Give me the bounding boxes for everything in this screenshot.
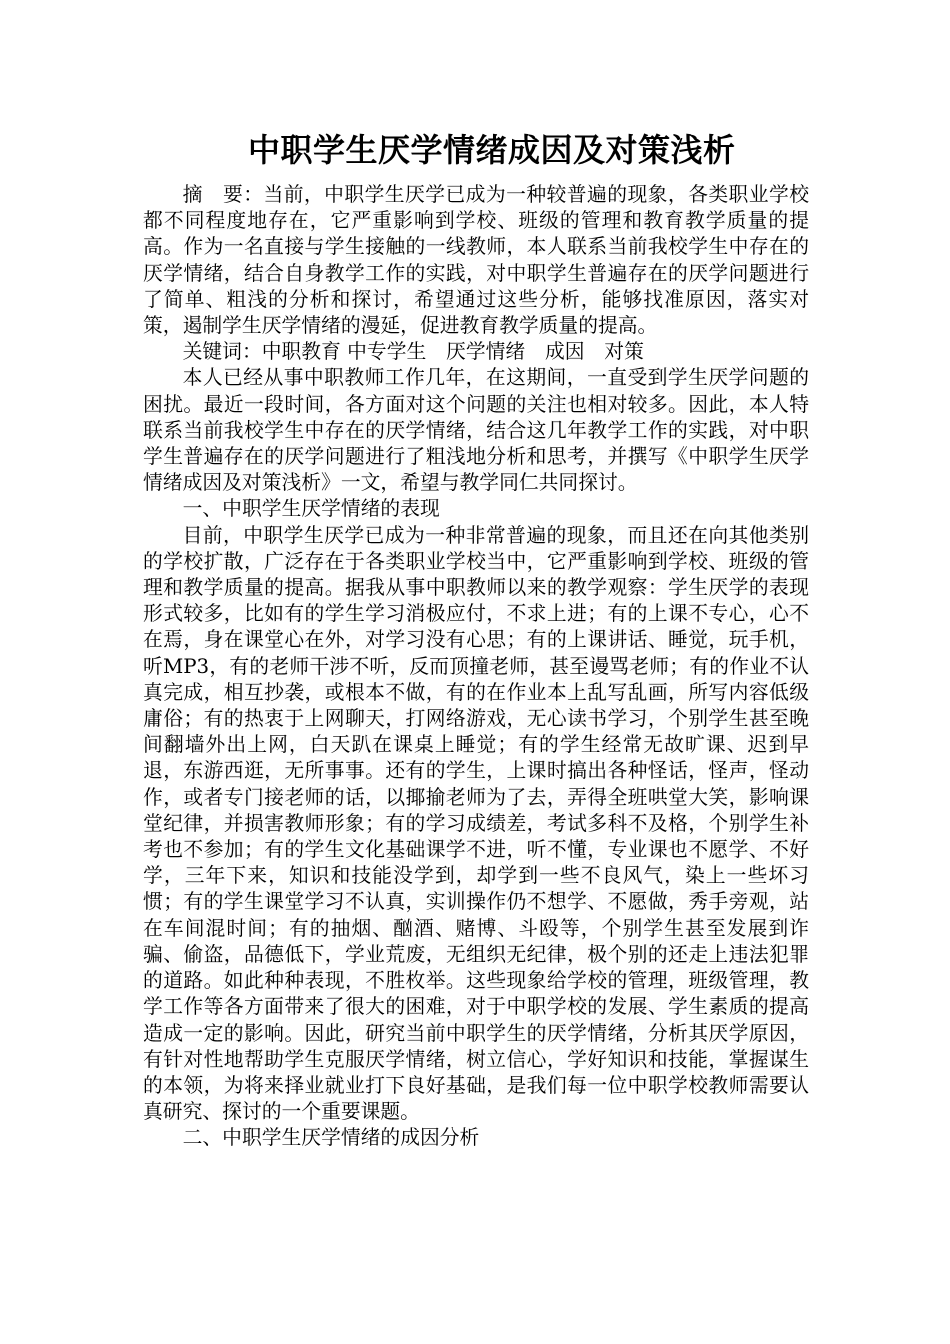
document-body: [143, 182, 809, 1152]
section-heading-2: 二、中职学生厌学情绪的成因分析: [182, 1126, 480, 1150]
keywords-paragraph: 关键词：中职教育 中专学生 厌学情绪 成因 对策: [182, 340, 644, 364]
section-1-paragraph: 目前，中职学生厌学已成为一种非常普遍的现象，而且还在向其他类别的学校扩散，广泛存在于各类职业学校当中，它严重影响到学校、班级的管理和教学质量的提高。据我从事中职教师以来的教学观察：学生厌学的表现形式较多，比如有的学生学习消极应付，不求上进；有的上课不专心，心不在焉，身在课堂心在外，对学习没有心思；有的上课讲话、睡觉，玩手机，听MP3，有的老师干涉不听，反而顶撞老师，甚至谩骂老师；有的作业不认真完成，相互抄袭，或根本不做，有的在作业本上乱写乱画，所写内容低级庸俗；有的热衷于上网聊天，打网络游戏，无心读书学习，个别学生甚至晚间翻墙外出上网，白天趴在课桌上睡觉；有的学生经常无故旷课、迟到早退，东游西逛，无所事事。还有的学生，上课时搞出各种怪话，怪声，怪动作，或者专门接老师的话，以揶揄老师为了去，弄得全班哄堂大笑，影响课堂纪律，并损害教师形象；有的学习成绩差，考试多科不及格，个别学生补考也不参加；有的学生文化基础课学不进，听不懂，专业课也不愿学、不好学，三年下来，知识和技能没学到，却学到一些不良风气，染上一些坏习惯；有的学生课堂学习不认真，实训操作仍不想学、不愿做，秀手旁观，站在车间混时间；有的抽烟、酗酒、赌博、斗殴等，个别学生甚至发展到诈骗、偷盗，品德低下，学业荒废，无组织无纪律，极个别的还走上违法犯罪的道路。如此种种表现，不胜枚举。这些现象给学校的管理，班级管理，教学工作等各方面带来了很大的困难，对于中职学校的发展、学生素质的提高造成一定的影响。因此，研究当前中职学生的厌学情绪，分析其厌学原因，有针对性地帮助学生克服厌学情绪，树立信心，学好知识和技能，掌握谋生的本领，为将来择业就业打下良好基础，是我们每一位中职学校教师需要认真研究、探讨的一个重要课题。: [143, 523, 809, 1124]
section-heading-1: 一、中职学生厌学情绪的表现: [182, 497, 440, 521]
document-title: 中职学生厌学情绪成因及对策浅析: [248, 131, 736, 169]
intro-paragraph: 本人已经从事中职教师工作几年，在这期间，一直受到学生厌学问题的困扰。最近一段时间，各方面对这个问题的关注也相对较多。因此，本人特联系当前我校学生中存在的厌学情绪，结合这几年教学工作的实践，对中职学生普遍存在的厌学问题进行了粗浅地分析和思考，并撰写《中职学生厌学情绪成因及对策浅析》一文，希望与教学同仁共同探讨。: [143, 366, 809, 495]
abstract-paragraph: 摘 要：当前，中职学生厌学已成为一种较普遍的现象，各类职业学校都不同程度地存在，它严重影响到学校、班级的管理和教育教学质量的提高。作为一名直接与学生接触的一线教师，本人联系当前我校学生中存在的厌学情绪，结合自身教学工作的实践，对中职学生普遍存在的厌学问题进行了简单、粗浅的分析和探讨，希望通过这些分析，能够找准原因，落实对策，遏制学生厌学情绪的漫延，促进教育教学质量的提高。: [143, 183, 809, 338]
